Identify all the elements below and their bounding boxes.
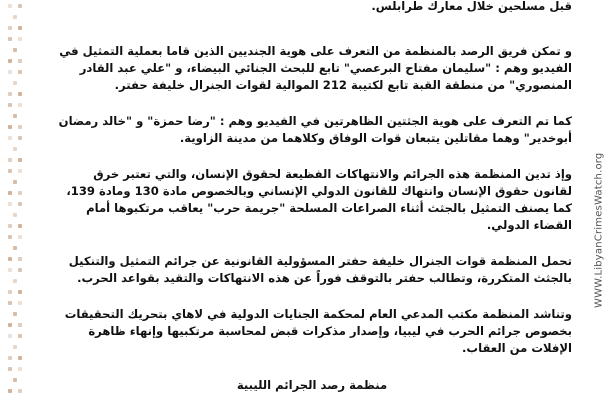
decorative-dot (8, 224, 12, 228)
decorative-dot (8, 4, 12, 8)
decorative-dot (13, 312, 17, 316)
decorative-dot (8, 334, 12, 338)
decorative-dot (8, 235, 12, 239)
decorative-dot (18, 59, 22, 63)
decorative-dot (8, 367, 12, 371)
decorative-dot (18, 301, 22, 305)
decorative-dot (8, 92, 12, 96)
decorative-dot (8, 389, 12, 393)
decorative-dot (18, 334, 22, 338)
decorative-dot (18, 136, 22, 140)
decorative-dot (18, 290, 22, 294)
organization-signature: منظمة رصد الجرائم الليبية (236, 378, 388, 392)
decorative-dot (18, 235, 22, 239)
decorative-dot (8, 26, 12, 30)
decorative-dot (18, 37, 22, 41)
decorative-dot (13, 147, 17, 151)
decorative-dot (8, 202, 12, 206)
decorative-dot (13, 213, 17, 217)
website-watermark[interactable]: WWW.LibyanCrimesWatch.org (593, 152, 605, 308)
paragraph-2: و تمكن فريق الرصد بالمنظمة من التعرف على هوية الجنديين الذين قاما بعملية التمثيل في الفيديو وهم : "سليمان مفتاح البرعصي" تابع للبحث الجنائي البيضاء، و "علي عبد القادر المنصوري" من منطقة القبة تابع لكتيبة 212 الموالية لقوات الجنرال خليفة حفتر. (59, 44, 572, 92)
decorative-dot (18, 356, 22, 360)
decorative-dot (18, 4, 22, 8)
decorative-dot (13, 114, 17, 118)
decorative-dot (18, 158, 22, 162)
decorative-dot (8, 125, 12, 129)
decorative-dot (13, 48, 17, 52)
decorative-dot (13, 378, 17, 382)
decorative-dot (8, 268, 12, 272)
decorative-dot (13, 246, 17, 250)
decorative-dot (8, 191, 12, 195)
decorative-dot (8, 323, 12, 327)
decorative-dot-border (6, 0, 30, 400)
paragraph-3: كما تم التعرف على هوية الجثتين الظاهرتين في الفيديو وهم : "رضا حمزة" و "خالد رمضان أبوخدير" وهما مقاتلين يتبعان قوات الوفاق وكلاهما من مدينة الزاوية. (58, 114, 572, 145)
decorative-dot (18, 26, 22, 30)
decorative-dot (8, 158, 12, 162)
decorative-dot (18, 268, 22, 272)
decorative-dot (13, 345, 17, 349)
paragraph-5: تحمل المنظمة قوات الجنرال خليفة حفتر المسؤولية القانونية عن جرائم التمثيل والتنكيل بالجثث المتكررة، وتطالب حفتر بالتوقف فوراً عن هذه الانتهاكات والتقيد بقواعد الحرب. (68, 254, 572, 285)
decorative-dot (18, 191, 22, 195)
article-body (52, 0, 572, 367)
decorative-dot (18, 224, 22, 228)
decorative-dot (8, 169, 12, 173)
paragraph-6: وتناشد المنظمة مكتب المدعي العام لمحكمة الجنايات الدولية في لاهاي بتحريك التحقيقات بخصوص جرائم الحرب في ليبيا، وإصدار مذكرات قبض لمحاسبة مرتكبيها وإنهاء ظاهرة الإفلات من العقاب. (64, 307, 572, 355)
decorative-dot (8, 59, 12, 63)
decorative-dot (18, 323, 22, 327)
paragraph-4: وإذ تدين المنظمة هذه الجرائم والانتهاكات الفظيعة لحقوق الإنسان، والتي تعتبر خرق لقانون حقوق الإنسان وانتهاك للقانون الدولي الإنساني وبالخصوص مادة 130 ومادة 139، كما يصنف التمثيل بالجثث أثناء الصراعات المسلحة "جريمة حرب" يعاقب مرتكبوها أمام القضاء الدولي. (66, 167, 572, 232)
decorative-dot (8, 136, 12, 140)
decorative-dot (8, 257, 12, 261)
decorative-dot (18, 92, 22, 96)
decorative-dot (18, 202, 22, 206)
paragraph-1: قبل مسلحين خلال معارك طرابلس. (371, 0, 572, 13)
decorative-dot (8, 290, 12, 294)
decorative-dot (13, 180, 17, 184)
decorative-dot (8, 37, 12, 41)
decorative-dot (18, 257, 22, 261)
decorative-dot (8, 70, 12, 74)
decorative-dot (8, 301, 12, 305)
decorative-dot (18, 70, 22, 74)
decorative-dot (13, 279, 17, 283)
decorative-dot (8, 356, 12, 360)
decorative-dot (8, 103, 12, 107)
decorative-dot (18, 103, 22, 107)
decorative-dot (18, 125, 22, 129)
decorative-dot (13, 15, 17, 19)
decorative-dot (18, 389, 22, 393)
decorative-dot (18, 367, 22, 371)
decorative-dot (13, 81, 17, 85)
decorative-dot (18, 169, 22, 173)
